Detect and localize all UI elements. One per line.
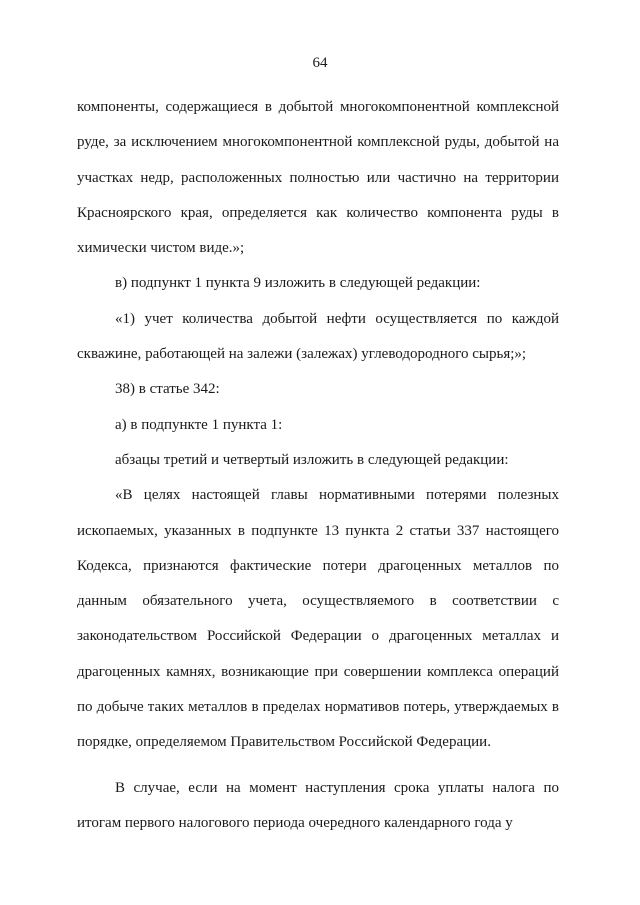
paragraph-quote-oil-accounting: «1) учет количества добытой нефти осуществляется по каждой скважине, работающей на залежи (залежах) углеводородного сырья;»; (77, 310, 559, 363)
paragraph-continuation: компоненты, содержащиеся в добытой многокомпонентной комплексной руде, за исключением многокомпонентной комплексной руды, добытой на участках недр, расположенных полностью или частично на территории Красноярского края, определяется как количество компонента руды в химически чистом виде.»; (77, 99, 559, 257)
paragraph-abzats-instruction: абзацы третий и четвертый изложить в следующей редакции: (115, 451, 509, 468)
paragraph-tax-payment-case: В случае, если на момент наступления срока уплаты налога по итогам первого налогового периода очередного календарного года у (77, 779, 559, 831)
paragraph-quote-normative-losses: «В целях настоящей главы нормативными потерями полезных ископаемых, указанных в подпункте 13 пункта 2 статьи 337 настоящего Кодекса, признаются фактические потери драгоценных металлов по данным обязательного учета, осуществляемого в соответствии с законодательством Российской Федерации о драгоценных металлах и драгоценных камнях, возникающие при совершении комплекса операций по добыче таких металлов в пределах нормативов потерь, утверждаемых в порядке, определяемом Правительством Российской Федерации. (77, 487, 559, 751)
paragraph-subpoint-v: в) подпункт 1 пункта 9 изложить в следующей редакции: (115, 275, 481, 292)
paragraph-article-342: 38) в статье 342: (115, 381, 220, 398)
paragraph-subpoint-a: а) в подпункте 1 пункта 1: (115, 416, 283, 433)
document-body (77, 90, 559, 841)
page-number: 64 (312, 55, 328, 71)
